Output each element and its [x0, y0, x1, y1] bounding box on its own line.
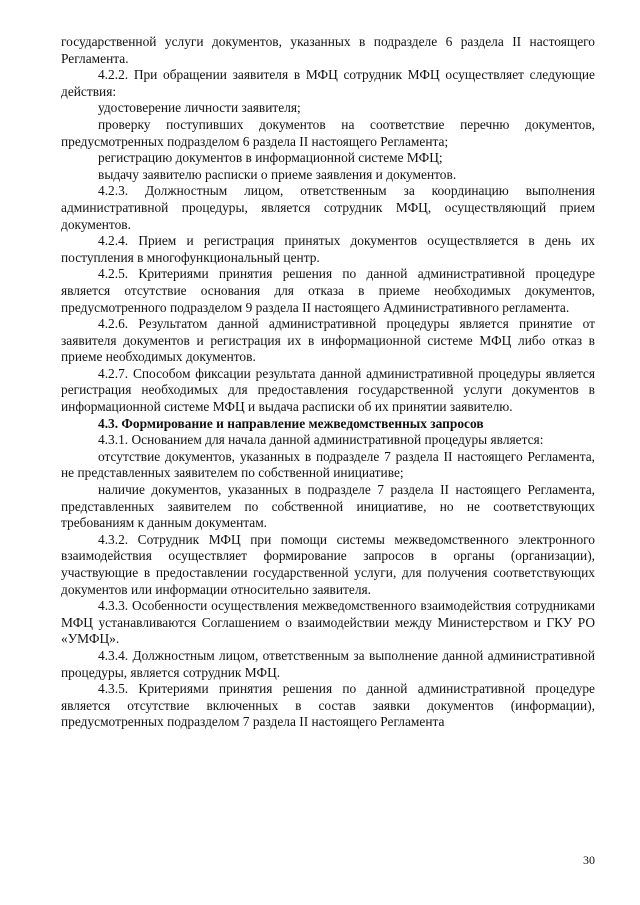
list-item: проверку поступивших документов на соответствие перечню документов, предусмотренных подразделом 6 раздела II настоящего Регламента; — [61, 116, 595, 149]
paragraph-4-3-4: 4.3.4. Должностным лицом, ответственным за выполнение данной административной процедуры, является сотрудник МФЦ. — [61, 647, 595, 680]
paragraph-4-2-5: 4.2.5. Критериями принятия решения по данной административной процедуре является отсутствие основания для отказа в приеме необходимых документов, предусмотренного подразделом 9 раздела II настоящего Административного регламента. — [61, 266, 595, 315]
paragraph-4-2-7: 4.2.7. Способом фиксации результата данной административной процедуры является регистрация необходимых для предоставления государственной услуги документов в информационной системе МФЦ и выдача расписки об их принятии заявителю. — [61, 365, 595, 415]
document-page — [61, 34, 595, 731]
paragraph-4-2-6: 4.2.6. Результатом данной административной процедуры является принятие от заявителя документов и регистрация их в информационной системе МФЦ либо отказ в приеме необходимых документов. — [61, 316, 595, 365]
list-item: выдачу заявителю расписки о приеме заявления и документов. — [98, 166, 457, 182]
paragraph-4-2-3: 4.2.3. Должностным лицом, ответственным за координацию выполнения административной процедуры, является сотрудник МФЦ, осуществляющий прием документов. — [61, 183, 595, 232]
paragraph-4-3-5: 4.3.5. Критериями принятия решения по данной административной процедуре является отсутствие включенных в состав заявки документов (информации), предусмотренных подразделом 7 раздела II настоящего Регламента — [61, 681, 595, 730]
page-number: 30 — [583, 853, 595, 867]
paragraph-4-2-4: 4.2.4. Прием и регистрация принятых документов осуществляется в день их поступления в многофункциональный центр. — [61, 233, 595, 265]
paragraph-continuation: государственной услуги документов, указанных в подразделе 6 раздела II настоящего Регламента. — [61, 34, 595, 66]
paragraph-4-3-3: 4.3.3. Особенности осуществления межведомственного взаимодействия сотрудниками МФЦ устанавливаются Соглашением о взаимодействии между Министерством и ГКУ РО «УМФЦ». — [61, 598, 595, 647]
list-item: наличие документов, указанных в подразделе 7 раздела II настоящего Регламента, представленных заявителем по собственной инициативе, но не соответствующих требованиям к данным документам. — [61, 482, 595, 531]
list-item: удостоверение личности заявителя; — [98, 100, 301, 116]
list-item: отсутствие документов, указанных в подразделе 7 раздела II настоящего Регламента, не представленных заявителем по собственной инициативе; — [61, 448, 595, 481]
paragraph-4-3-2: 4.3.2. Сотрудник МФЦ при помощи системы межведомственного электронного взаимодействия осуществляет формирование запросов в органы (организации), участвующие в предоставлении государственной услуги, для получения соответствующих документов или информации относительно заявителя. — [61, 531, 595, 597]
list-item: регистрацию документов в информационной системе МФЦ; — [98, 150, 443, 166]
paragraph-4-3-1: 4.3.1. Основанием для начала данной административной процедуры является: — [98, 432, 544, 448]
paragraph-4-2-2: 4.2.2. При обращении заявителя в МФЦ сотрудник МФЦ осуществляет следующие действия: — [61, 67, 595, 99]
section-heading-4-3: 4.3. Формирование и направление межведомственных запросов — [98, 415, 484, 431]
